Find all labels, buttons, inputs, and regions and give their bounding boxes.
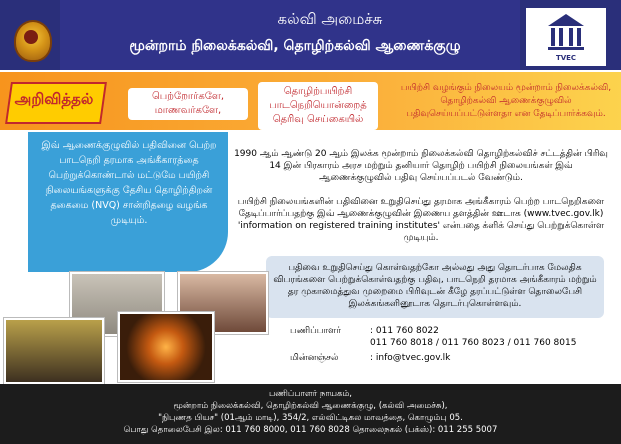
- tvec-building-icon: [526, 8, 606, 56]
- welding-photo: [118, 312, 214, 382]
- banner-course-choice: தொழிற்பயிற்சி பாடநெறியொன்றைத் தெரிவு செய்கையில்: [258, 82, 378, 130]
- notice-label: அறிவித்தல்: [14, 90, 94, 108]
- email-row: [290, 353, 590, 365]
- technician-photo: [4, 318, 104, 384]
- emblem-lion-icon: [24, 30, 38, 44]
- footer-line3: "நிபுணத பியச" (01ஆம் மாடி), 354/2, எல்விட்டிகல மாவத்தை, கொழும்பு 05.: [158, 413, 463, 423]
- phone-row: [290, 326, 590, 338]
- act-paragraph: 1990 ஆம் ஆண்டு 20 ஆம் இலக்க மூன்றாம் நிலைக்கல்வி தொழிற்கல்விச் சட்டத்தின் பிரிவு 14 இன் பிரகாரம் அரச மற்றும் தனியார் தொழிற் பயிற்சி நிலையங்கள் இவ் ஆணைக்குழுவில் பதிவு செய்யப்படல் வேண்டும்.: [234, 149, 608, 183]
- tvec-logo-label: TVEC: [555, 54, 577, 62]
- phone-label: பணிப்பாளர்: [290, 326, 342, 336]
- footer-line2: மூன்றாம் நிலைக்கல்வி, தொழிற்கல்வி ஆணைக்குழு, (கல்வி அமைச்சு),: [173, 401, 448, 411]
- footer-line4: பொது தொலைபேசி இல: 011 760 8000, 011 760 8028 தொலைநகல் (பக்ஸ்): 011 255 5007: [123, 425, 498, 435]
- footer-line1: பணிப்பாளர் நாயகம்,: [268, 389, 353, 399]
- contact-instructions: பதிவை உறுதிசெய்து கொள்வதற்கோ அல்லது அது தொடர்பாக மேலதிக விபரங்களை பெற்றுக்கொள்வதற்கு பதிவு, பாடநெறி தரமாக அங்கீகாரம் மற்றும் தர முகாமைத்துவ முறைமை பிரிவுடன் கீழே தரப்பட்டுள்ள தொலைபேசி இலக்கங்களினூடாக தொடர்புகொள்ளவும்.: [273, 263, 597, 309]
- commission-title: மூன்றாம் நிலைக்கல்வி, தொழிற்கல்வி ஆணைக்குழு: [129, 38, 461, 54]
- banner-instruction: பயிற்சி வழங்கும் நிலையம் மூன்றாம் நிலைக்கல்வி, தொழிற்கல்வி ஆணைக்குழுவில் பதிவுசெய்யப்பட்டுள்ளதா என தேடிப்பார்க்கவும்.: [400, 83, 612, 119]
- footer-address: [40, 388, 581, 436]
- email-value[interactable]: : info@tvec.gov.lk: [370, 353, 451, 363]
- phone-row-secondary: [290, 338, 590, 350]
- phone-primary: : 011 760 8022: [370, 326, 439, 336]
- ministry-title: கல்வி அமைச்சு: [277, 10, 383, 28]
- phone-secondary: 011 760 8018 / 011 760 8023 / 011 760 8015: [370, 338, 577, 348]
- nvq-callout-text: இவ் ஆணைக்குழுவில் பதிவினை பெற்ற பாடநெறி தரமாக அங்கீகாரத்தை பெற்றுக்கொண்டால் மட்டுமே பயிற்சி நிலையங்களுக்கு தேசிய தொழிற்திறன் தகைமை (NVQ) சான்றிதழை வழங்க முடியும்.: [41, 140, 217, 226]
- banner-audience: பெற்றோர்களே, மாணவர்களே,: [128, 88, 248, 120]
- contact-block: [290, 326, 590, 365]
- email-label: மின்னஞ்சல்: [290, 353, 339, 363]
- website-paragraph: பயிற்சி நிலையங்களின் பதிவினை உறுதிசெய்து தரமாக அங்கீகாரம் பெற்ற பாடநெறிகளை தேடிப்பார்ப்பதற்கு இவ் ஆணைக்குழுவின் இணைய தளத்தின் ஊடாக (www.tvec.gov.lk) 'information on registered training institutes' என்பதை க்ளிக் செய்து பெற்றுக்கொள்ள முடியும்.: [237, 197, 605, 243]
